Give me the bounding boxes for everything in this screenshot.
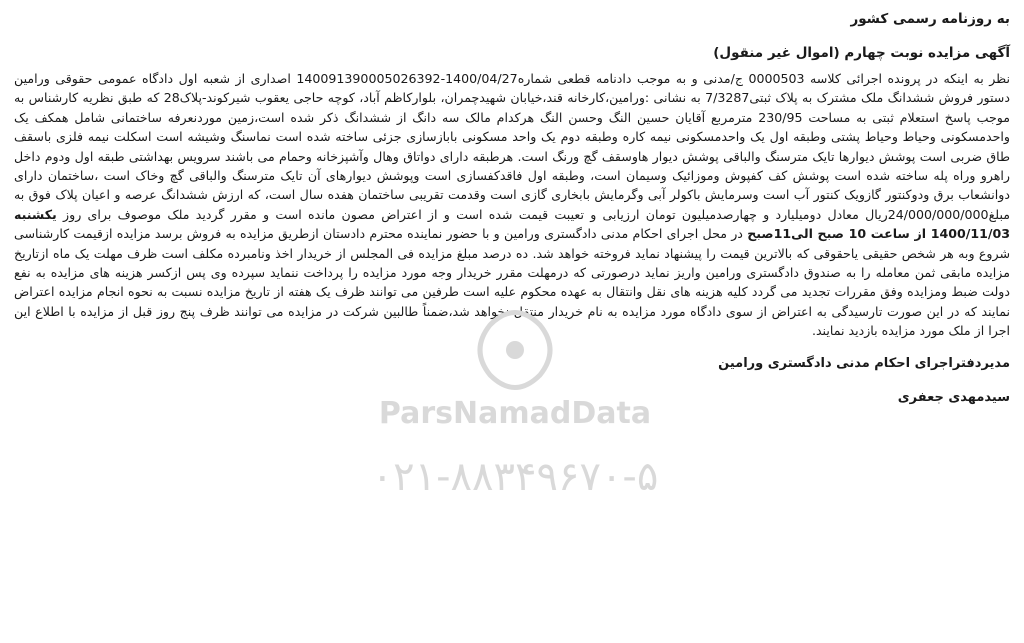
watermark-phone: ۰۲۱-۸۸۳۴۹۶۷۰-۵	[371, 454, 659, 500]
signer-name: سیدمهدی جعفری	[897, 389, 1010, 405]
notice-title: آگهی مزایده نوبت چهارم (اموال غیر منقول)	[713, 45, 1010, 61]
body-part-2: در محل اجرای احکام مدنی دادگستری ورامین و با حضور نماینده محترم دادستان ازطریق مزایده به فروش برسد مزایده ازقیمت کارشناسی شروع وبه هر شخص حقیقی یاحقوقی که بالاترین قیمت را پیشنهاد نماید فروخته خواهد شد. ده درصد مبلغ مزایده فی المجلس از خریدار اخذ ونامبرده مکلف است ظرف مهلت یک ماه ازتاریخ مزایده مابقی ثمن معامله را به صندوق دادگستری ورامین واریز نماید درصورتی که درمهلت مقرر خریدار وجه مورد مزایده را پرداخت ننماید سپرده وی پس ازکسر هزینه های مزایده به نفع دولت ضبط ومزایده وفق مقررات تجدید می گردد کلیه هزینه های نقل وانتقال به عهده محکوم علیه است طرفین می توانند ظرف یک هفته از تاریخ مزایده نسبت به نحوه انجام مزایده اعتراض نمایند که در این صورت تارسیدگی به اعتراض از سوی دادگاه مورد مزایده به نام خریدار منتقل نخواهد شد،ضمناً طالبین شرکت در مزایده می توانند ظرف پنج روز قبل از مزایده با اطلاع این اجرا از ملک مورد مزایده بازدید نمایند.	[14, 226, 1010, 339]
auction-date-time: یکشنبه 1400/11/03 از ساعت 10 صبح الی11صبح	[14, 206, 1010, 242]
recipient-line: به روزنامه رسمی کشور	[850, 11, 1010, 27]
watermark-brand: ParsNamadData	[378, 396, 652, 431]
notice-body	[14, 69, 1010, 341]
signer-title: مدیردفتراجرای احکام مدنی دادگستری ورامین	[718, 355, 1010, 371]
body-part-1: نظر به اینکه در پرونده اجرائی کلاسه 0000503 ج/مدنی و به موجب دادنامه قطعی شماره1400/04/27-140091390005026392 اصداری از شعبه اول دادگاه عمومی حقوقی ورامین دستور فروش ششدانگ ملک مشترک به پلاک ثبتی7/3287 به نشانی :ورامین،کارخانه قند،خیابان شهیدچمران، بلوارکاظم آباد، کوچه حاجی یعقوب شیرکوند-پلاک28 که طبق نظریه کارشناس به موجب پاسخ استعلام ثبتی به مساحت 230/95 مترمربع آقایان حسین النگ وحسن النگ هرکدام مالک سه دانگ از ششدانگ ذکر شده است،زمین موردنعرفه ساختمانی شامل همکف یک واحدمسکونی وحیاط وحیاط پشتی وطبقه اول یک واحدمسکونی نیمه کاره وطبقه دوم یک واحد مسکونی بابازسازی جزئی ساخته شده است نماسنگ وشیشه است اسکلت نیمه فلزی باسقف طاق ضربی است پوشش دیوارها تایک مترسنگ والباقی پوشش دیوار هاوسقف گچ ورنگ است. هرطبقه دارای دواتاق وهال وآشپزخانه وحمام می باشند سرویس بهداشتی طبقه اول ودوم داخل راهرو وراه پله ساخته شده است پوشش کف کفپوش وموزائیک وسیمان است، وطبقه اول فاقدکفسازی است وپوشش دیوارهای آن تایک مترسنگ والباقی گچ وخاک است ،ساختمان دارای دوانشعاب برق ودوکنتور گازویک کنتور آب است وسرمایش باکولر آبی وگرمایش بابخاری گازی است وقدمت تقریبی ساختمان هفده سال است، که ارزش ششدانگ عرصه و اعیان پلاک فوق به مبلغ24/000/000/000ریال معادل دومیلیارد و چهارصدمیلیون تومان ارزیابی و تعیبت قیمت شده است و از اعتراض مصون مانده است و مقرر گردید ملک موصوف برای روز	[14, 71, 1011, 222]
